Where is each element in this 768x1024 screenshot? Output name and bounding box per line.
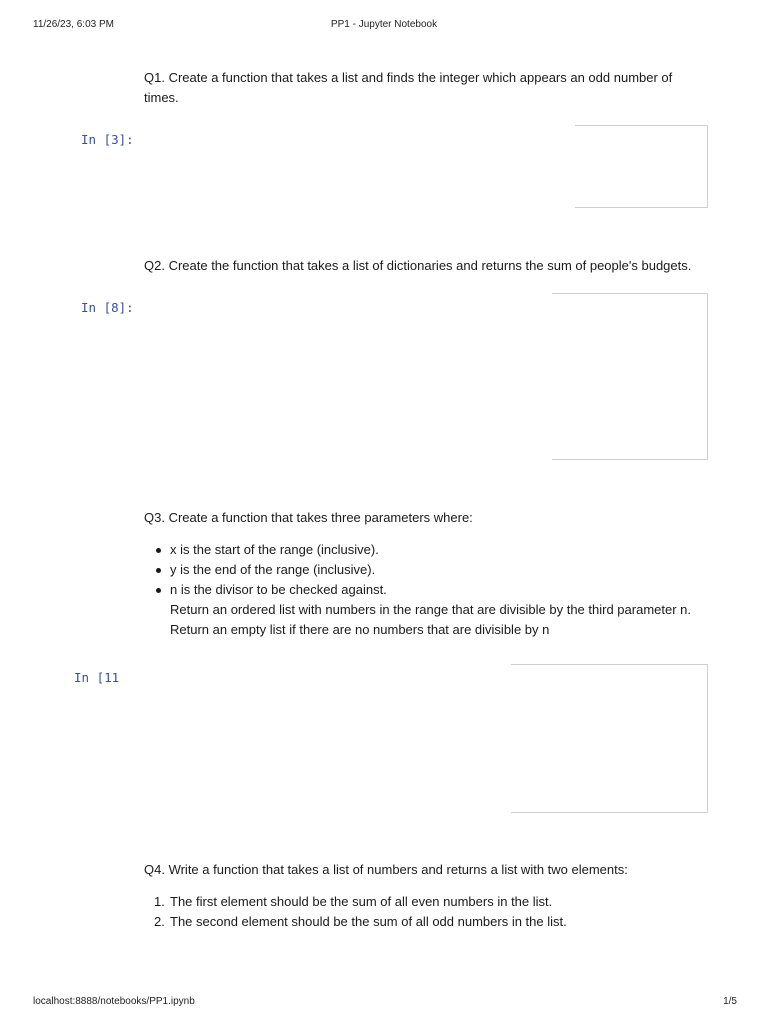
q3-text: Q3. Create a function that takes three parameters where: <box>144 510 473 525</box>
input-prompt-q1: In [3]: <box>81 132 134 147</box>
q3-continuation-2: Return an empty list if there are no numbers that are divisible by n <box>170 622 550 637</box>
bullet-icon <box>156 548 161 553</box>
code-cell-q1[interactable] <box>575 125 708 208</box>
list-item: 2. The second element should be the sum of all odd numbers in the list. <box>154 914 567 929</box>
bullet-icon <box>156 588 161 593</box>
print-title: PP1 - Jupyter Notebook <box>330 19 438 30</box>
print-url: localhost:8888/notebooks/PP1.ipynb <box>33 996 195 1007</box>
print-page-number: 1/5 <box>723 996 737 1007</box>
q3-bullet-list <box>144 540 724 600</box>
q2-text: Q2. Create the function that takes a list of dictionaries and returns the sum of people's budgets. <box>144 258 692 273</box>
q1-text: Q1. Create a function that takes a list and finds the integer which appears an odd number of times. <box>144 70 673 105</box>
list-item: x is the start of the range (inclusive). <box>144 540 724 560</box>
q4-numbered-list <box>144 892 704 932</box>
list-item: y is the end of the range (inclusive). <box>144 560 724 580</box>
code-cell-q2[interactable] <box>552 293 708 460</box>
list-item: 1. The first element should be the sum of all even numbers in the list. <box>154 894 553 909</box>
bullet-icon <box>156 568 161 573</box>
input-prompt-q3: In [11 <box>74 670 120 685</box>
markdown-cell-q3[interactable] <box>144 508 724 640</box>
input-prompt-q2: In [8]: <box>81 300 134 315</box>
markdown-cell-q2[interactable] <box>144 256 724 276</box>
markdown-cell-q1[interactable] <box>144 68 704 108</box>
q4-text: Q4. Write a function that takes a list of numbers and returns a list with two elements: <box>144 862 628 877</box>
list-item: n is the divisor to be checked against. <box>144 580 724 600</box>
code-cell-q3[interactable] <box>511 664 708 813</box>
print-datetime: 11/26/23, 6:03 PM <box>33 19 114 30</box>
markdown-cell-q4[interactable] <box>144 860 704 932</box>
q3-continuation-1: Return an ordered list with numbers in the range that are divisible by the third parameter n. <box>170 602 691 617</box>
